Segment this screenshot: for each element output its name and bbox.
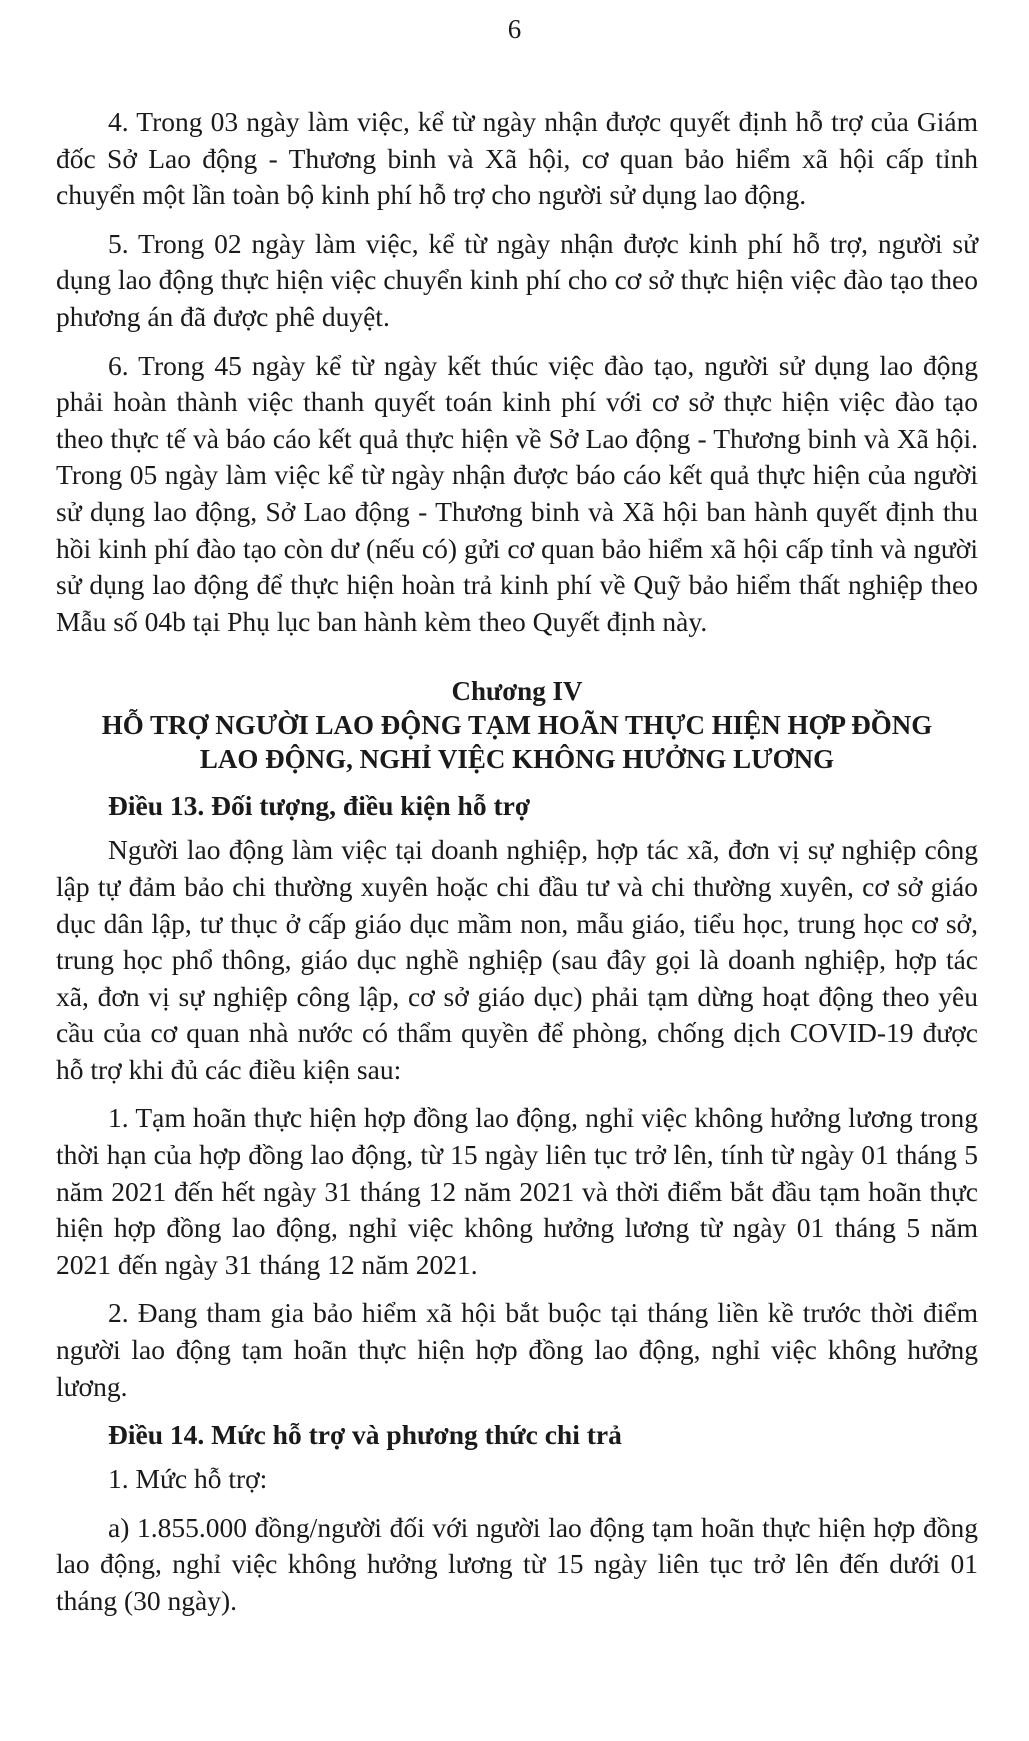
- page-number: 6: [507, 14, 522, 44]
- article-13-heading: Điều 13. Đối tượng, điều kiện hỗ trợ: [108, 790, 531, 822]
- paragraph-item-4: 4. Trong 03 ngày làm việc, kể từ ngày nhận được quyết định hỗ trợ của Giám đốc Sở Lao động - Thương binh và Xã hội, cơ quan bảo hiểm xã hội cấp tỉnh chuyển một lần toàn bộ kinh phí hỗ trợ cho người sử dụng lao động.: [56, 106, 978, 211]
- article-14-heading: Điều 14. Mức hỗ trợ và phương thức chi trả: [108, 1419, 622, 1451]
- article-14-item-1a: a) 1.855.000 đồng/người đối với người lao động tạm hoãn thực hiện hợp đồng lao động, nghỉ việc không hưởng lương từ 15 ngày liên tục trở lên đến dưới 01 tháng (30 ngày).: [56, 1511, 978, 1616]
- chapter-label: Chương IV: [451, 676, 583, 707]
- paragraph-item-5: 5. Trong 02 ngày làm việc, kể từ ngày nhận được kinh phí hỗ trợ, người sử dụng lao động thực hiện việc chuyển kinh phí cho cơ sở thực hiện việc đào tạo theo phương án đã được phê duyệt.: [56, 227, 978, 332]
- article-13-item-1: 1. Tạm hoãn thực hiện hợp đồng lao động, nghỉ việc không hưởng lương trong thời hạn của hợp đồng lao động, từ 15 ngày liên tục trở lên, tính từ ngày 01 tháng 5 năm 2021 đến hết ngày 31 tháng 12 năm 2021 và thời điểm bắt đầu tạm hoãn thực hiện hợp đồng lao động, nghỉ việc không hưởng lương từ ngày 01 tháng 5 năm 2021 đến ngày 31 tháng 12 năm 2021.: [56, 1102, 978, 1280]
- paragraph-item-6: 6. Trong 45 ngày kể từ ngày kết thúc việc đào tạo, người sử dụng lao động phải hoàn thành việc thanh quyết toán kinh phí với cơ sở thực hiện việc đào tạo theo thực tế và báo cáo kết quả thực hiện về Sở Lao động - Thương binh và Xã hội. Trong 05 ngày làm việc kể từ ngày nhận được báo cáo kết quả thực hiện của người sử dụng lao động, Sở Lao động - Thương binh và Xã hội ban hành quyết định thu hồi kinh phí đào tạo còn dư (nếu có) gửi cơ quan bảo hiểm xã hội cấp tỉnh và người sử dụng lao động để thực hiện hoàn trả kinh phí về Quỹ bảo hiểm thất nghiệp theo Mẫu số 04b tại Phụ lục ban hành kèm theo Quyết định này.: [56, 349, 978, 637]
- article-13-item-2: 2. Đang tham gia bảo hiểm xã hội bắt buộc tại tháng liền kề trước thời điểm người lao động tạm hoãn thực hiện hợp đồng lao động, nghỉ việc không hưởng lương.: [56, 1297, 978, 1402]
- page-content: [56, 104, 978, 1632]
- article-13-intro: Người lao động làm việc tại doanh nghiệp, hợp tác xã, đơn vị sự nghiệp công lập tự đảm bảo chi thường xuyên hoặc chi đầu tư và chi thường xuyên, cơ sở giáo dục dân lập, tư thục ở cấp giáo dục mầm non, mẫu giáo, tiểu học, trung học cơ sở, trung học phổ thông, giáo dục nghề nghiệp (sau đây gọi là doanh nghiệp, hợp tác xã, đơn vị sự nghiệp công lập, cơ sở giáo dục) phải tạm dừng hoạt động theo yêu cầu của cơ quan nhà nước có thẩm quyền để phòng, chống dịch COVID-19 được hỗ trợ khi đủ các điều kiện sau:: [56, 834, 978, 1085]
- chapter-title-line-2: LAO ĐỘNG, NGHỈ VIỆC KHÔNG HƯỞNG LƯƠNG: [199, 744, 835, 775]
- chapter-title: [56, 708, 978, 776]
- article-14-item-1: 1. Mức hỗ trợ:: [108, 1463, 268, 1495]
- chapter-title-line-1: HỖ TRỢ NGƯỜI LAO ĐỘNG TẠM HOÃN THỰC HIỆN HỢP ĐỒNG: [101, 710, 933, 741]
